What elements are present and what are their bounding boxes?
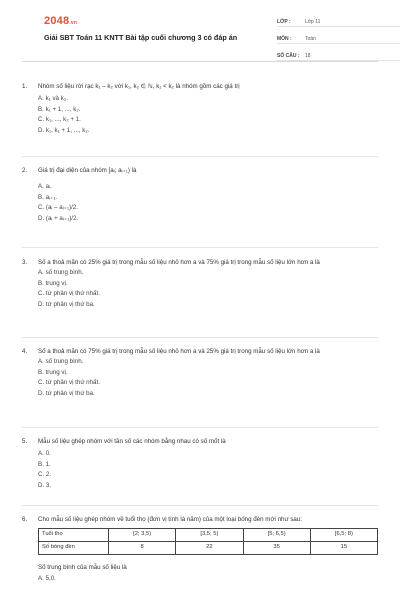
option-a[interactable]: A. k₁ và k₂. [38, 95, 68, 103]
table-cell: [6,5; 8) [310, 529, 377, 542]
option-a[interactable]: A. 0. [38, 450, 51, 458]
option-b[interactable]: B. 1. [38, 460, 51, 468]
lifespan-table [38, 528, 378, 555]
document-title: Giải SBT Toán 11 KNTT Bài tập cuối chương 3 có đáp án [44, 33, 238, 42]
question-1 [22, 83, 378, 137]
option-b[interactable]: B. aᵢ₊₁. [38, 193, 58, 201]
site-logo[interactable] [44, 14, 77, 29]
table-cell: Số bóng đèn [39, 542, 109, 555]
divider [22, 337, 378, 338]
table-row [39, 542, 378, 555]
option-b[interactable]: B. trung vị. [38, 279, 68, 287]
question-text: Cho mẫu số liệu ghép nhóm về tuổi thọ (đơn vị tính là năm) của một loại bóng đèn mới như sau: [38, 516, 303, 523]
answer-options [38, 450, 378, 492]
option-a[interactable]: A. aᵢ. [38, 183, 52, 191]
question-text: Số a thoả mãn có 75% giá trị trong mẫu số liệu nhỏ hơn a và 25% giá trị trong mẫu số liệu lớn hơn a là [38, 348, 320, 355]
question-text: Số a thoả mãn có 25% giá trị trong mẫu số liệu nhỏ hơn a và 75% giá trị trong mẫu số liệu lớn hơn a là [38, 259, 320, 266]
question-number: 6. [22, 516, 28, 523]
question-number: 5. [22, 438, 28, 445]
question-text: Giá trị đại diện của nhóm [aᵢ; aᵢ₊₁) là [38, 167, 137, 174]
meta-question-count [277, 48, 400, 61]
meta-key: SỐ CÂU : [277, 53, 300, 60]
table-cell: [2; 3,5) [109, 529, 176, 542]
option-b[interactable]: B. k₁ + 1, ..., k₂. [38, 105, 81, 113]
question-number: 2. [22, 167, 28, 174]
table-cell: 15 [310, 542, 377, 555]
table-cell: 8 [109, 542, 176, 555]
question-4 [22, 348, 378, 400]
table-cell: [5; 6,5) [243, 529, 310, 542]
option-d[interactable]: D. k₁, k₁ + 1, ..., k₂. [38, 126, 90, 134]
option-a[interactable]: A. 5,0. [38, 574, 56, 582]
meta-key: MÔN : [277, 36, 292, 43]
answer-options [38, 95, 378, 137]
logo-text: 2048 [44, 15, 70, 27]
option-d[interactable]: D. tứ phân vị thứ ba. [38, 300, 95, 308]
option-c[interactable]: C. k₁, ..., k₂ + 1. [38, 116, 81, 124]
question-2 [22, 167, 378, 225]
answer-options [38, 269, 378, 311]
document-header [22, 0, 378, 62]
question-6 [22, 516, 378, 585]
divider [22, 247, 378, 248]
option-d[interactable]: D. (aᵢ + aᵢ₊₁)/2. [38, 214, 79, 222]
option-b[interactable]: B. trung vị. [38, 368, 68, 376]
meta-key: LỚP : [277, 19, 291, 26]
logo-suffix: .vn [69, 20, 78, 26]
question-text: Nhóm số liệu rời rạc k₁ – k₂ với k₁, k₂ ∈ ℕ, k₁ < k₂ là nhóm gồm các giá trị [38, 83, 240, 90]
question-number: 4. [22, 348, 28, 355]
option-c[interactable]: C. tứ phân vị thứ nhất. [38, 379, 100, 387]
option-d[interactable]: D. 3. [38, 481, 52, 489]
meta-class [277, 14, 400, 27]
table-cell: Tuổi thọ [39, 529, 109, 542]
question-number: 1. [22, 83, 28, 90]
question-text: Mẫu số liệu ghép nhóm với tần số các nhóm bằng nhau có số mốt là [38, 438, 226, 445]
option-c[interactable]: C. tứ phân vị thứ nhất. [38, 290, 100, 298]
answer-options [38, 183, 378, 225]
option-a[interactable]: A. số trung bình. [38, 358, 84, 366]
lifespan-table-wrapper [38, 528, 378, 585]
question-5 [22, 438, 378, 492]
followup-question-text: Số trung bình của mẫu số liệu là [38, 564, 127, 572]
document-meta [277, 14, 400, 65]
meta-value: 18 [305, 53, 311, 60]
meta-value: Toán [305, 36, 316, 43]
table-row [39, 529, 378, 542]
table-cell: [3,5; 5) [176, 529, 243, 542]
question-number: 3. [22, 259, 28, 266]
table-cell: 22 [176, 542, 243, 555]
option-c[interactable]: C. (aᵢ – aᵢ₊₁)/2. [38, 204, 78, 212]
option-a[interactable]: A. số trung bình. [38, 269, 84, 277]
meta-subject [277, 31, 400, 44]
question-3 [22, 259, 378, 311]
option-d[interactable]: D. tứ phân vị thứ ba. [38, 389, 95, 397]
option-c[interactable]: C. 2. [38, 471, 52, 479]
divider [22, 505, 378, 506]
table-cell: 35 [243, 542, 310, 555]
divider [22, 427, 378, 428]
meta-value: Lớp 11 [305, 19, 321, 26]
divider [22, 156, 378, 157]
answer-options [38, 358, 378, 400]
